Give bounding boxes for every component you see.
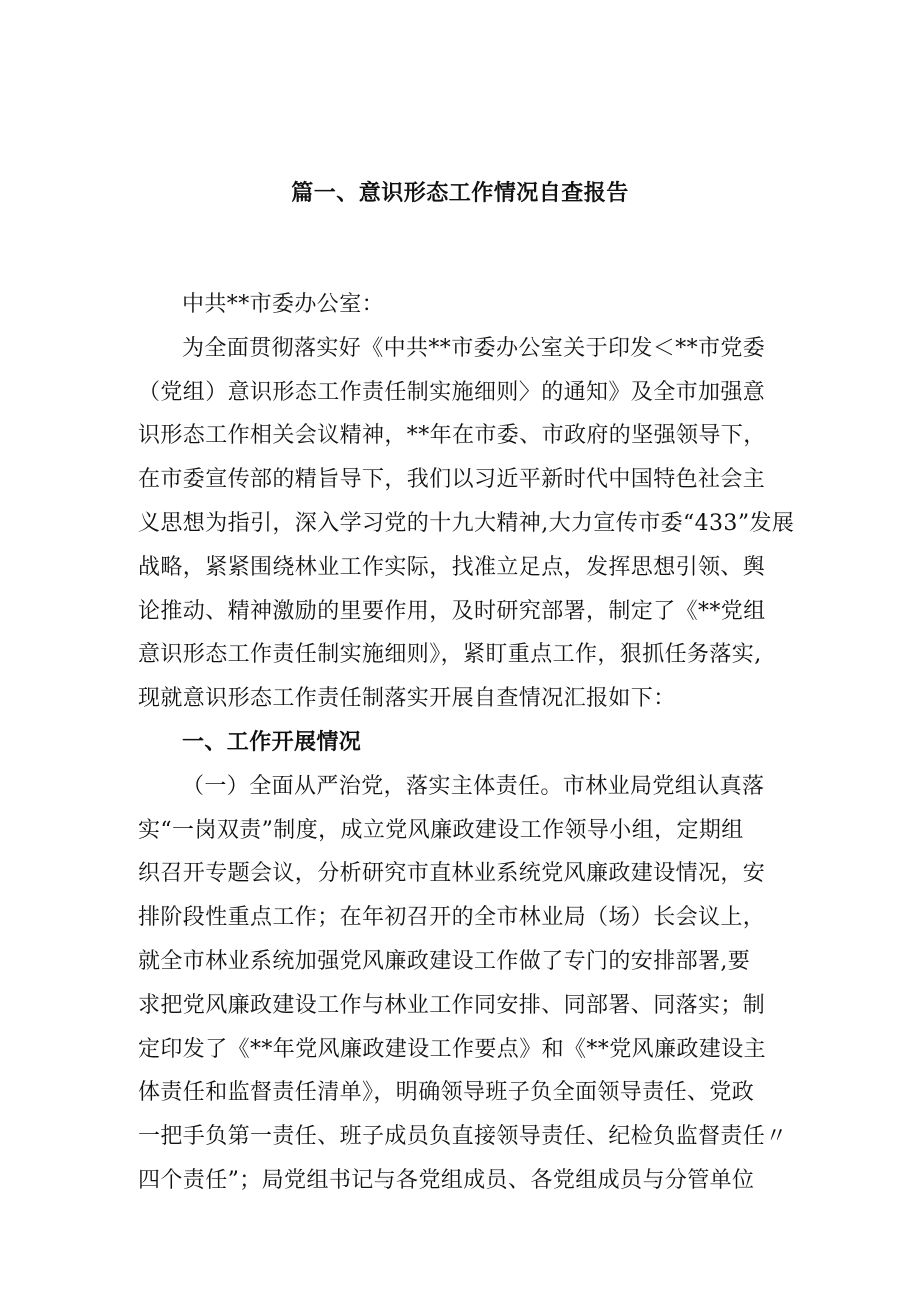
document-title: 篇一、意识形态工作情况自查报告 <box>291 181 629 206</box>
paragraph-2-line: 就全市林业系统加强党风廉政建设工作做了专门的安排部署,要 <box>138 948 751 974</box>
paragraph-1-line: 现就意识形态工作责任制落实开展自查情况汇报如下： <box>138 686 676 712</box>
paragraph-2-line: 体责任和监督责任清单》，明确领导班子负全面领导责任、党政 <box>138 1080 755 1106</box>
document-body <box>138 283 798 1203</box>
paragraph-2-line: （一）全面从严治党，落实主体责任。市林业局党组认真落 <box>182 773 765 799</box>
paragraph-1-line: （党组）意识形态工作责任制实施细则〉的通知》及全市加强意 <box>138 379 766 405</box>
paragraph-1-line: 在市委宣传部的精旨导下，我们以习近平新时代中国特色社会主 <box>138 467 766 493</box>
paragraph-2-line: 一把手负第一责任、班子成员负直接领导责任、纪检负监督责任〃 <box>138 1124 788 1150</box>
paragraph-2-line: 实“一岗双责”制度，成立党风廉政建设工作领导小组，定期组 <box>138 817 744 843</box>
section-heading: 一、工作开展情况 <box>182 729 362 755</box>
paragraph-1-line: 战略，紧紧围绕林业工作实际，找准立足点，发挥思想引领、舆 <box>138 554 766 580</box>
paragraph-2-line: 四个责任”；局党组书记与各党组成员、各党组成员与分管单位 <box>138 1167 755 1193</box>
paragraph-1-line: 为全面贯彻落实好《中共**市委办公室关于印发＜**市党委 <box>182 335 766 361</box>
paragraph-1-line: 识形态工作相关会议精神，**年在市委、市政府的坚强领导下， <box>138 423 766 449</box>
paragraph-1-line: 意识形态工作责任制实施细则》，紧盯重点工作，狠抓任务落实, <box>138 642 762 668</box>
paragraph-2-line: 求把党风廉政建设工作与林业工作同安排、同部署、同落实；制 <box>138 992 766 1018</box>
paragraph-2-line: 定印发了《**年党风廉政建设工作要点》和《**党风廉政建设主 <box>138 1036 767 1062</box>
paragraph-1-line: 义思想为指引，深入学习党的十九大精神,大力宣传市委“433”发展 <box>138 510 795 536</box>
paragraph-1-line: 论推动、精神激励的里要作用，及时研究部署，制定了《**党组 <box>138 598 766 624</box>
paragraph-2-line: 织召开专题会议，分析研究市直林业系统党风廉政建设情况，安 <box>138 861 766 887</box>
salutation: 中共**市委办公室： <box>182 292 385 317</box>
paragraph-2-line: 排阶段性重点工作；在年初召开的全市林业局（场）长会议上， <box>138 905 766 931</box>
